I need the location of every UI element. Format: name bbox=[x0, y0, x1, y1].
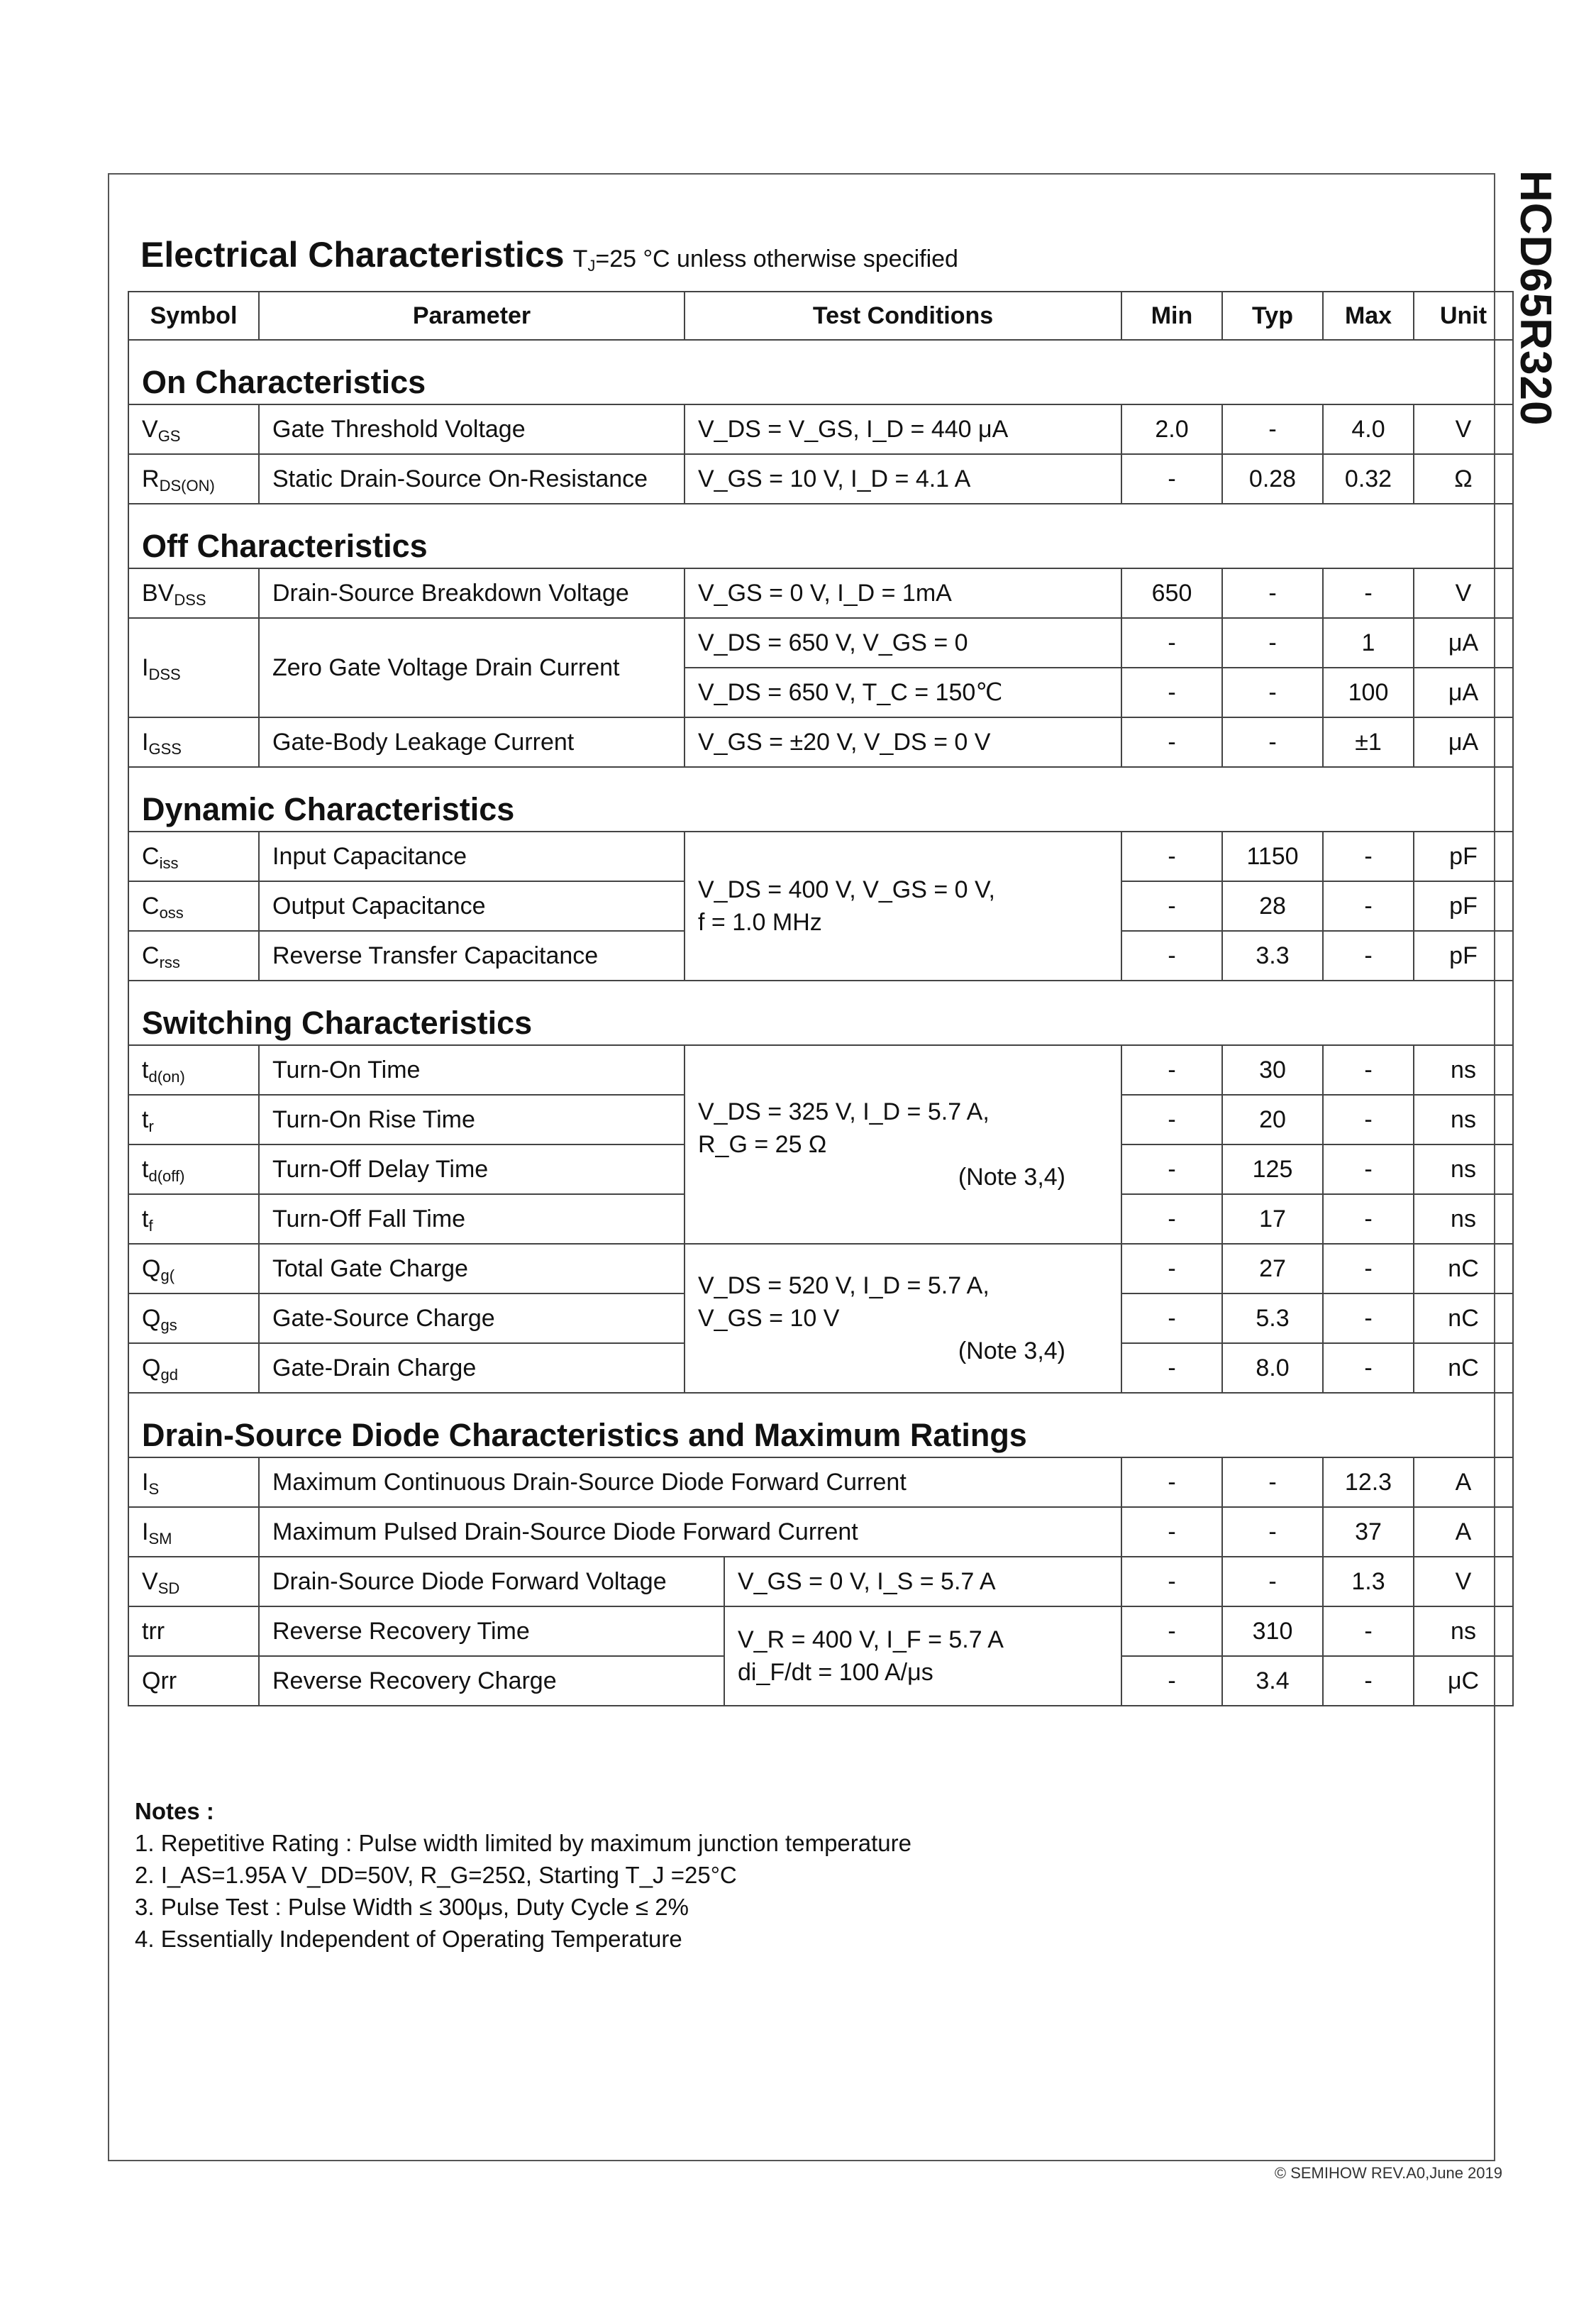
unit-cell: A bbox=[1414, 1507, 1513, 1557]
min-cell: - bbox=[1121, 717, 1222, 767]
section-title: Dynamic Characteristics bbox=[128, 767, 1513, 832]
symbol-cell: $C_{oss}$ bbox=[128, 881, 259, 931]
min-cell: - bbox=[1121, 1606, 1222, 1656]
parameter-cell: Drain-Source Breakdown Voltage bbox=[259, 568, 685, 618]
typ-cell: 5.3 bbox=[1222, 1293, 1323, 1343]
min-cell: - bbox=[1121, 1457, 1222, 1507]
col-parameter: Parameter bbox=[259, 292, 685, 340]
max-cell: - bbox=[1323, 1095, 1414, 1144]
table-row bbox=[128, 717, 1513, 767]
parameter-cell: Output Capacitance bbox=[259, 881, 685, 931]
max-cell: ±1 bbox=[1323, 717, 1414, 767]
section-title: Off Characteristics bbox=[128, 504, 1513, 568]
table-row bbox=[128, 1557, 1513, 1606]
unit-cell: μC bbox=[1414, 1656, 1513, 1706]
symbol-cell: $Q_{g(}$ bbox=[128, 1244, 259, 1293]
min-cell: - bbox=[1121, 1144, 1222, 1194]
part-number-text: HCD65R320 bbox=[1511, 170, 1560, 426]
unit-cell: nC bbox=[1414, 1343, 1513, 1393]
symbol-cell: $BV_{DSS}$ bbox=[128, 568, 259, 618]
symbol-cell: $R_{DS(ON)}$ bbox=[128, 454, 259, 504]
table-row bbox=[128, 618, 1513, 668]
max-cell: 1.3 bbox=[1323, 1557, 1414, 1606]
footer-copyright: © SEMIHOW REV.A0,June 2019 bbox=[1274, 2164, 1502, 2182]
unit-cell: V bbox=[1414, 404, 1513, 454]
max-cell: - bbox=[1323, 881, 1414, 931]
condition-cell: V_GS = 0 V, I_S = 5.7 A bbox=[724, 1557, 1121, 1606]
unit-cell: V bbox=[1414, 568, 1513, 618]
unit-cell: μA bbox=[1414, 668, 1513, 717]
unit-cell: pF bbox=[1414, 832, 1513, 881]
condition-cell: V_DS = 650 V, V_GS = 0 bbox=[685, 618, 1121, 668]
symbol-cell: $I_{DSS}$ bbox=[128, 618, 259, 717]
section-row bbox=[128, 504, 1513, 568]
note-1: 1. Repetitive Rating : Pulse width limited by maximum junction temperature bbox=[135, 1830, 911, 1856]
note-3: 3. Pulse Test : Pulse Width ≤ 300μs, Duty Cycle ≤ 2% bbox=[135, 1894, 689, 1920]
parameter-cell: Maximum Continuous Drain-Source Diode Forward Current bbox=[259, 1457, 1121, 1507]
parameter-cell: Gate-Body Leakage Current bbox=[259, 717, 685, 767]
unit-cell: pF bbox=[1414, 931, 1513, 981]
condition-cell: V_GS = 10 V, I_D = 4.1 A bbox=[685, 454, 1121, 504]
section-heading bbox=[140, 234, 958, 275]
condition-cell: V_GS = 0 V, I_D = 1mA bbox=[685, 568, 1121, 618]
electrical-characteristics-table bbox=[128, 291, 1514, 1706]
typ-cell: 30 bbox=[1222, 1045, 1323, 1095]
max-cell: 0.32 bbox=[1323, 454, 1414, 504]
symbol-cell: $I_{SM}$ bbox=[128, 1507, 259, 1557]
min-cell: - bbox=[1121, 931, 1222, 981]
max-cell: - bbox=[1323, 1343, 1414, 1393]
unit-cell: V bbox=[1414, 1557, 1513, 1606]
section-row bbox=[128, 981, 1513, 1045]
parameter-cell: Turn-Off Delay Time bbox=[259, 1144, 685, 1194]
symbol-cell: $t_f$ bbox=[128, 1194, 259, 1244]
parameter-cell: Gate-Source Charge bbox=[259, 1293, 685, 1343]
min-cell: - bbox=[1121, 1293, 1222, 1343]
typ-cell: 28 bbox=[1222, 881, 1323, 931]
parameter-cell: Reverse Transfer Capacitance bbox=[259, 931, 685, 981]
typ-cell: - bbox=[1222, 568, 1323, 618]
table-row bbox=[128, 404, 1513, 454]
min-cell: 650 bbox=[1121, 568, 1222, 618]
section-title: Drain-Source Diode Characteristics and Maximum Ratings bbox=[128, 1393, 1513, 1457]
parameter-cell: Drain-Source Diode Forward Voltage bbox=[259, 1557, 724, 1606]
symbol-cell: $C_{iss}$ bbox=[128, 832, 259, 881]
typ-cell: 17 bbox=[1222, 1194, 1323, 1244]
condition-cell: V_R = 400 V, I_F = 5.7 A di_F/dt = 100 A/μs bbox=[724, 1606, 1121, 1706]
col-unit: Unit bbox=[1414, 292, 1513, 340]
max-cell: 37 bbox=[1323, 1507, 1414, 1557]
symbol-cell: $V_{GS}$ bbox=[128, 404, 259, 454]
max-cell: 1 bbox=[1323, 618, 1414, 668]
symbol-cell: $I_S$ bbox=[128, 1457, 259, 1507]
symbol-cell: Qrr bbox=[128, 1656, 259, 1706]
typ-cell: 27 bbox=[1222, 1244, 1323, 1293]
max-cell: 4.0 bbox=[1323, 404, 1414, 454]
parameter-cell: Total Gate Charge bbox=[259, 1244, 685, 1293]
max-cell: - bbox=[1323, 1293, 1414, 1343]
parameter-cell: Reverse Recovery Time bbox=[259, 1606, 724, 1656]
parameter-cell: Gate Threshold Voltage bbox=[259, 404, 685, 454]
min-cell: - bbox=[1121, 618, 1222, 668]
min-cell: - bbox=[1121, 668, 1222, 717]
typ-cell: 20 bbox=[1222, 1095, 1323, 1144]
table-row bbox=[128, 1045, 1513, 1095]
parameter-cell: Maximum Pulsed Drain-Source Diode Forward Current bbox=[259, 1507, 1121, 1557]
heading-title: Electrical Characteristics bbox=[140, 235, 565, 275]
parameter-cell: Input Capacitance bbox=[259, 832, 685, 881]
unit-cell: pF bbox=[1414, 881, 1513, 931]
max-cell: 12.3 bbox=[1323, 1457, 1414, 1507]
notes-block bbox=[135, 1795, 911, 1955]
unit-cell: μA bbox=[1414, 618, 1513, 668]
symbol-cell: $I_{GSS}$ bbox=[128, 717, 259, 767]
min-cell: - bbox=[1121, 454, 1222, 504]
max-cell: 100 bbox=[1323, 668, 1414, 717]
symbol-cell: $t_{d(on)}$ bbox=[128, 1045, 259, 1095]
section-row bbox=[128, 340, 1513, 404]
max-cell: - bbox=[1323, 568, 1414, 618]
table-row bbox=[128, 454, 1513, 504]
typ-cell: - bbox=[1222, 404, 1323, 454]
min-cell: - bbox=[1121, 1194, 1222, 1244]
typ-cell: 3.3 bbox=[1222, 931, 1323, 981]
typ-cell: - bbox=[1222, 618, 1323, 668]
typ-cell: 8.0 bbox=[1222, 1343, 1323, 1393]
max-cell: - bbox=[1323, 1656, 1414, 1706]
unit-cell: Ω bbox=[1414, 454, 1513, 504]
max-cell: - bbox=[1323, 1194, 1414, 1244]
min-cell: - bbox=[1121, 1343, 1222, 1393]
condition-cell: V_DS = 400 V, V_GS = 0 V, f = 1.0 MHz bbox=[685, 832, 1121, 981]
max-cell: - bbox=[1323, 1244, 1414, 1293]
typ-cell: - bbox=[1222, 1557, 1323, 1606]
parameter-cell: Static Drain-Source On-Resistance bbox=[259, 454, 685, 504]
condition-cell: V_GS = ±20 V, V_DS = 0 V bbox=[685, 717, 1121, 767]
min-cell: - bbox=[1121, 1557, 1222, 1606]
typ-cell: 3.4 bbox=[1222, 1656, 1323, 1706]
typ-cell: - bbox=[1222, 1457, 1323, 1507]
section-title: On Characteristics bbox=[128, 340, 1513, 404]
condition-cell: V_DS = 520 V, I_D = 5.7 A, V_GS = 10 V (Note 3,4) bbox=[685, 1244, 1121, 1393]
typ-cell: 125 bbox=[1222, 1144, 1323, 1194]
table-row bbox=[128, 832, 1513, 881]
col-min: Min bbox=[1121, 292, 1222, 340]
heading-condition: $T_J=25$ °C unless otherwise specified bbox=[572, 246, 958, 275]
parameter-cell: Zero Gate Voltage Drain Current bbox=[259, 618, 685, 717]
max-cell: - bbox=[1323, 1045, 1414, 1095]
section-title: Switching Characteristics bbox=[128, 981, 1513, 1045]
max-cell: - bbox=[1323, 931, 1414, 981]
typ-cell: 0.28 bbox=[1222, 454, 1323, 504]
max-cell: - bbox=[1323, 1144, 1414, 1194]
table-row bbox=[128, 1507, 1513, 1557]
min-cell: - bbox=[1121, 1095, 1222, 1144]
table-row bbox=[128, 1457, 1513, 1507]
table-row bbox=[128, 1244, 1513, 1293]
symbol-cell: trr bbox=[128, 1606, 259, 1656]
header-row bbox=[128, 292, 1513, 340]
parameter-cell: Reverse Recovery Charge bbox=[259, 1656, 724, 1706]
col-test-conditions: Test Conditions bbox=[685, 292, 1121, 340]
max-cell: - bbox=[1323, 1606, 1414, 1656]
symbol-cell: $V_{SD}$ bbox=[128, 1557, 259, 1606]
parameter-cell: Turn-Off Fall Time bbox=[259, 1194, 685, 1244]
symbol-cell: $Q_{gs}$ bbox=[128, 1293, 259, 1343]
symbol-cell: $C_{rss}$ bbox=[128, 931, 259, 981]
condition-cell: V_DS = 325 V, I_D = 5.7 A, R_G = 25 Ω (Note 3,4) bbox=[685, 1045, 1121, 1244]
typ-cell: - bbox=[1222, 668, 1323, 717]
unit-cell: μA bbox=[1414, 717, 1513, 767]
min-cell: - bbox=[1121, 1045, 1222, 1095]
min-cell: - bbox=[1121, 1656, 1222, 1706]
unit-cell: A bbox=[1414, 1457, 1513, 1507]
notes-heading: Notes : bbox=[135, 1798, 214, 1824]
parameter-cell: Turn-On Rise Time bbox=[259, 1095, 685, 1144]
symbol-cell: $t_r$ bbox=[128, 1095, 259, 1144]
symbol-cell: $Q_{gd}$ bbox=[128, 1343, 259, 1393]
typ-cell: 1150 bbox=[1222, 832, 1323, 881]
min-cell: - bbox=[1121, 832, 1222, 881]
typ-cell: - bbox=[1222, 717, 1323, 767]
max-cell: - bbox=[1323, 832, 1414, 881]
col-symbol: Symbol bbox=[128, 292, 259, 340]
table-row bbox=[128, 1606, 1513, 1656]
typ-cell: - bbox=[1222, 1507, 1323, 1557]
min-cell: 2.0 bbox=[1121, 404, 1222, 454]
condition-cell: V_DS = V_GS, I_D = 440 μA bbox=[685, 404, 1121, 454]
unit-cell: ns bbox=[1414, 1194, 1513, 1244]
note-4: 4. Essentially Independent of Operating Temperature bbox=[135, 1926, 682, 1952]
unit-cell: nC bbox=[1414, 1244, 1513, 1293]
col-max: Max bbox=[1323, 292, 1414, 340]
table-row bbox=[128, 568, 1513, 618]
symbol-cell: $t_{d(off)}$ bbox=[128, 1144, 259, 1194]
unit-cell: ns bbox=[1414, 1045, 1513, 1095]
unit-cell: ns bbox=[1414, 1144, 1513, 1194]
condition-cell: V_DS = 650 V, T_C = 150℃ bbox=[685, 668, 1121, 717]
parameter-cell: Gate-Drain Charge bbox=[259, 1343, 685, 1393]
min-cell: - bbox=[1121, 1507, 1222, 1557]
unit-cell: nC bbox=[1414, 1293, 1513, 1343]
section-row bbox=[128, 767, 1513, 832]
min-cell: - bbox=[1121, 1244, 1222, 1293]
section-row bbox=[128, 1393, 1513, 1457]
parameter-cell: Turn-On Time bbox=[259, 1045, 685, 1095]
typ-cell: 310 bbox=[1222, 1606, 1323, 1656]
min-cell: - bbox=[1121, 881, 1222, 931]
unit-cell: ns bbox=[1414, 1606, 1513, 1656]
unit-cell: ns bbox=[1414, 1095, 1513, 1144]
note-2: 2. I_AS=1.95A V_DD=50V, R_G=25Ω, Starting T_J =25°C bbox=[135, 1862, 737, 1888]
col-typ: Typ bbox=[1222, 292, 1323, 340]
